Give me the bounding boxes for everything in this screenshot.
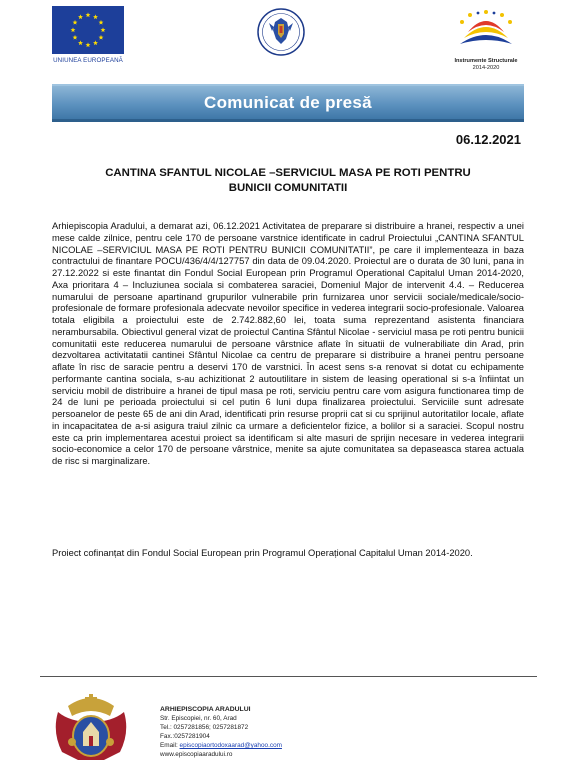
- eu-star-icon: [86, 42, 91, 47]
- document-date: 06.12.2021: [455, 132, 521, 147]
- eu-star-icon: [99, 35, 104, 40]
- eu-star-icon: [78, 40, 83, 45]
- title-line-2: BUNICII COMUNITATII: [228, 182, 348, 194]
- eu-star-icon: [71, 27, 76, 32]
- archdiocese-crest: [50, 692, 132, 766]
- is-caption-title: Instrumente Structurale: [454, 58, 518, 64]
- footer-email-row: [160, 741, 282, 750]
- footer-website[interactable]: www.episcopiaaradului.ro: [160, 751, 233, 758]
- banner-title: Comunicat de presă: [204, 93, 372, 112]
- footer-email-label: Email:: [160, 742, 180, 749]
- eu-logo: [52, 6, 124, 66]
- footer-fax: Fax.:0257281904: [160, 733, 210, 740]
- structural-instruments-emblem-icon: [450, 6, 522, 58]
- instrumente-structurale-logo: [450, 6, 522, 76]
- footer-address: Str. Episcopiei, nr. 60, Arad: [160, 715, 237, 722]
- title-line-1: CANTINA SFANTUL NICOLAE –SERVICIUL MASA PE ROTI PENTRU: [105, 167, 471, 179]
- footer-divider: [40, 676, 537, 677]
- eu-star-icon: [93, 14, 98, 19]
- body-paragraph: Arhiepiscopia Aradului, a demarat azi, 06.12.2021 Activitatea de preparare si distribuire a hranei, respectiv a unei mese calde zilnice, pentru cele 170 de persoane varstnice identificate in cadrul Proiectului „CANTINA SFANTUL NICOLAE –SERVICIUL MASA PE ROTI PENTRU BUNICII COMUNITATII”, pe care il implementeaza in baza contractului de finantare POCU/436/4/4/127757 din data de 09.04.2020. Proiectul are o durata de 30 luni, pana in 27.12.2022 si este finantat din Fondul Social European prin Programul Operational Capitalul Uman 2014-2020, Axa prioritara 4 – Incluziunea sociala si combaterea saraciei, Domeniul Major de intervenit 4.4. – Reducerea numarului de persoane apartinand grupurilor vulnerabile prin furnizarea unor servicii sociale/medicale/socio-profesionale de formare profesionala adecvate nevoilor specifice in vederea integrarii socio-profesionale. Valoarea totala eligibila a proiectului este de 2.742.882,60 lei, toata suma reprezentand asistenta financiara nerambursabila. Obiectivul general vizat de proiectul Cantina Sfântul Nicolae - serviciul masa pe roti pentru bunicii comunitatii este reducerea numarului de persoane vârstnice aflate în situatii de vulnerabiliate din Arad, prin dezvoltarea activitatatii cantinei Sfântul Nicolae ca centru de preparare si distribuire a hranei pentru persoane aflate în risc de saracie pentru a deservi 170 de varstnici. În acest sens s-a renovat si dotat cu echipamente performante cantina sociala, s-au achizitionat 2 autoutilitare in sistem de leasing operational si s-a înfiintat un serviciu mobil de distribuire a hranei de tipul masa pe roti, serviciu pentru care vom asigura functionarea timp de 24 de luni pe perioada proiectului si cel putin 6 luni dupa finalizarea proiectului. Serviciile sunt adresate persoanelor de peste 65 de ani din Arad, identificati prin resurse proprii cat si cu sprijinul autoritatilor locale, aflate in incapacitatea de a-si asigura traiul zilnic ca urmare a deficientelor fizice, a bolilor si a saraciei. Scopul nostru este ca prin implementarea acestui proiect sa identificam si alte masuri de sprijin necesare in vederea integrarii socio-economice a celor 170 de persoane vârstnice, menite sa ajute comunitatea sa depaseasca starea actuala de risc si marginalizare.: [52, 221, 524, 466]
- eu-flag-icon: [52, 6, 124, 54]
- footer-contact: [160, 705, 282, 759]
- document-title: [60, 166, 516, 196]
- eu-star-icon: [93, 40, 98, 45]
- government-logo: [256, 6, 306, 58]
- eu-star-icon: [78, 14, 83, 19]
- eu-star-icon: [101, 27, 106, 32]
- eu-star-icon: [99, 20, 104, 25]
- eu-star-icon: [73, 35, 78, 40]
- eu-star-icon: [86, 12, 91, 17]
- footer-org-name: ARHIEPISCOPIA ARADULUI: [160, 706, 251, 713]
- footer-tel: Tel.: 0257281856; 0257281872: [160, 724, 249, 731]
- footer-email-link[interactable]: episcopiaortodoxaarad@yahoo.com: [179, 742, 282, 749]
- is-caption-years: 2014-2020: [472, 65, 500, 71]
- eu-caption: UNIUNEA EUROPEANĂ: [53, 57, 123, 64]
- eu-star-icon: [73, 20, 78, 25]
- cofinancing-note: Proiect cofinanțat din Fondul Social European prin Programul Operațional Capitalul Uman 2014-2020.: [52, 548, 473, 558]
- press-release-banner: [52, 84, 524, 122]
